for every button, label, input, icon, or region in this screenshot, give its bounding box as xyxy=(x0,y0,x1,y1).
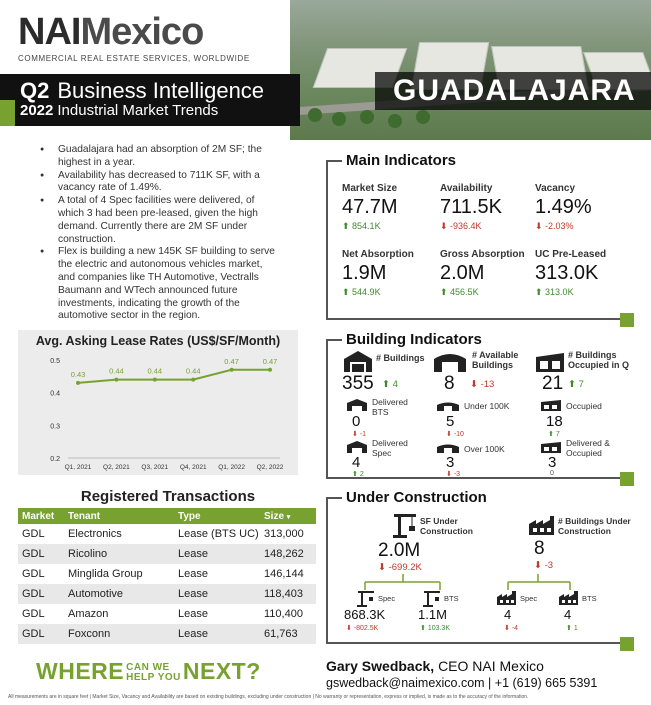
available-label: # Available Buildings xyxy=(472,350,519,370)
table-row xyxy=(18,564,316,584)
indicator-item xyxy=(535,249,635,298)
chart-title: Avg. Asking Lease Rates (US$/SF/Month) xyxy=(35,334,281,348)
data-label: 0.44 xyxy=(185,366,201,376)
indicator-delta: ⬆ 456.5K xyxy=(440,287,479,297)
occupied-label: Occupied xyxy=(566,401,602,411)
uc-tree-connectors xyxy=(340,572,630,592)
company-logo xyxy=(18,12,318,72)
panel-corner-marker xyxy=(620,637,634,651)
x-tick-label: Q4, 2021 xyxy=(179,464,207,471)
logo-wordmark: NAIMexico xyxy=(18,11,204,53)
indicator-delta: ⬆ 854.1K xyxy=(342,221,381,231)
occupied-q-label: # Buildings Occupied in Q xyxy=(568,350,630,370)
summary-bullets xyxy=(40,144,276,323)
buildings-label: # Buildings xyxy=(376,353,425,363)
disclaimer-text: All measurements are in square feet | Market Size, Vacancy and Availability are based on existing buildings, excluding under construction | No warranty or representation, express or implied, is made as to the accuracy of the information. xyxy=(8,694,529,700)
city-banner xyxy=(375,72,651,110)
indicator-delta: ⬆ 313.0K xyxy=(535,287,574,297)
b-spec-label: Spec xyxy=(520,594,538,603)
delivered-bts-label: Delivered BTS xyxy=(372,397,408,417)
indicator-delta: ⬆ 544.9K xyxy=(342,287,381,297)
cell-type: Lease xyxy=(178,568,208,580)
warehouse-aerial-photo xyxy=(290,0,651,140)
delivered-occupied-delta: 0 xyxy=(550,470,554,477)
indicator-item xyxy=(440,183,540,232)
cell-tenant: Ricolino xyxy=(64,544,174,564)
sf-bts-value: 1.1M xyxy=(418,607,447,622)
bullet-item: ● Guadalajara had an absorption of 2M SF; the highest in a year. xyxy=(40,144,276,170)
report-subtitle: 2022 Industrial Market Trends xyxy=(20,102,219,119)
over-100k-value: 3 xyxy=(446,454,455,471)
delivered-spec-delta: ⬆ 2 xyxy=(352,471,364,478)
b-bts-label: BTS xyxy=(582,594,597,603)
sort-down-icon: ▾ xyxy=(286,513,291,521)
indicator-item xyxy=(342,183,442,232)
title-banner xyxy=(0,74,300,126)
x-tick-label: Q2, 2022 xyxy=(256,464,284,471)
b-spec-value: 4 xyxy=(504,607,512,622)
indicator-label: Net Absorption xyxy=(342,249,414,260)
available-value: 8 xyxy=(444,373,455,394)
where-slogan: WHERE CAN WE HELP YOUNEXT? xyxy=(36,658,261,684)
indicator-label: Availability xyxy=(440,183,493,194)
data-point xyxy=(230,368,234,372)
report-title: Q2 Business Intelligence xyxy=(20,78,265,103)
delivered-bts-value: 0 xyxy=(352,413,361,430)
sf-spec-delta: ⬇ -802.5K xyxy=(346,625,379,632)
cell-size: 148,262 xyxy=(260,544,316,564)
occupied-icon xyxy=(540,398,562,412)
cell-market: GDL xyxy=(18,544,64,564)
cell-market: GDL xyxy=(22,568,45,580)
delivered-bts-delta: ⬇ -1 xyxy=(352,431,367,438)
sf-bts-delta: ⬆ 103.3K xyxy=(420,625,450,632)
factory-icon xyxy=(528,514,556,536)
data-point xyxy=(191,378,195,382)
table-row xyxy=(18,604,316,624)
indicator-item xyxy=(535,183,635,232)
data-point xyxy=(153,378,157,382)
delivered-spec-label: Delivered Spec xyxy=(372,438,408,458)
b-bts-delta: ⬆ 1 xyxy=(566,625,578,632)
data-point xyxy=(268,368,272,372)
sf-spec-label: Spec xyxy=(378,594,396,603)
cell-type: Lease xyxy=(174,584,260,604)
data-label: 0.44 xyxy=(147,366,163,376)
indicator-value: 313.0K xyxy=(535,262,599,284)
b-spec-delta: ⬇ -4 xyxy=(504,625,519,632)
y-tick-label: 0.3 xyxy=(50,423,60,431)
transactions-title: Registered Transactions xyxy=(80,488,256,505)
indicator-value: 1.49% xyxy=(535,196,592,218)
cell-tenant: Amazon xyxy=(68,608,109,620)
over-100k-delta: ⬇ -3 xyxy=(446,471,461,478)
table-row xyxy=(18,524,316,544)
under-construction-title: Under Construction xyxy=(342,489,491,506)
occupied-q-value: 21 xyxy=(542,373,564,394)
b-bts-value: 4 xyxy=(564,607,572,622)
cell-size: 110,400 xyxy=(264,608,303,620)
buildings-value: 355 xyxy=(342,373,374,394)
indicator-label: Market Size xyxy=(342,183,398,194)
warehouse-icon xyxy=(342,349,374,373)
col-size[interactable]: Size ▾ xyxy=(260,508,316,524)
bts-crane-icon xyxy=(422,588,442,608)
over-100k-label: Over 100K xyxy=(464,444,505,454)
occupied-warehouse-icon xyxy=(534,349,566,373)
bullet-item: ● A total of 4 Spec facilities were delivered, of which 3 had been pre-leased, given the high demand. Currently there are 2M SF under construction. xyxy=(40,195,276,246)
cell-size: 313,000 xyxy=(264,528,304,540)
building-indicators-title: Building Indicators xyxy=(342,331,486,348)
sf-bts-label: BTS xyxy=(444,594,459,603)
table-row xyxy=(18,544,316,564)
cell-tenant: Automotive xyxy=(64,584,174,604)
delivered-occupied-icon xyxy=(540,440,562,454)
data-point xyxy=(114,378,118,382)
contact-name: Gary Swedback, CEO NAI Mexico xyxy=(326,658,544,674)
cell-market: GDL xyxy=(18,624,64,644)
under-100k-value: 5 xyxy=(446,413,455,430)
bldg-uc-value: 8 xyxy=(534,538,545,559)
sf-uc-value: 2.0M xyxy=(378,540,421,561)
bts-factory-icon xyxy=(558,590,580,606)
table-row xyxy=(18,584,316,604)
buildings-delta: ⬆ 4 xyxy=(382,379,398,390)
data-label: 0.47 xyxy=(224,356,239,366)
occupied-q-delta: ⬆ 7 xyxy=(568,379,584,390)
series-line xyxy=(78,370,270,383)
indicator-value: 711.5K xyxy=(440,196,502,218)
indicator-item xyxy=(440,249,540,298)
indicator-item xyxy=(342,249,442,298)
lease-rate-svg xyxy=(18,330,298,475)
under-100k-delta: ⬇ -10 xyxy=(446,431,464,438)
sf-spec-value: 868.3K xyxy=(344,607,386,622)
panel-corner-marker xyxy=(620,472,634,486)
delivered-occupied-label: Delivered & Occupied xyxy=(566,438,610,458)
col-market: Market xyxy=(18,508,64,524)
delivered-occupied-value: 3 xyxy=(548,454,557,471)
data-label: 0.43 xyxy=(70,369,86,379)
data-point xyxy=(76,381,80,385)
bullet-item: ● Availability has decreased to 711K SF, with a vacancy rate of 1.49%. xyxy=(40,170,276,196)
x-tick-label: Q3, 2021 xyxy=(141,464,169,471)
table-row xyxy=(18,624,316,644)
main-indicators-title: Main Indicators xyxy=(342,152,460,169)
indicator-delta: ⬇ -2.03% xyxy=(535,221,574,231)
x-tick-label: Q1, 2022 xyxy=(218,464,245,471)
bullet-item: ● Flex is building a new 145K SF building to serve the electric and autonomous vehicles market, and companies like TH Automotive, Vectralls Baumann and WTech announced future investments, indicating the growth of the automotive sector in the region. xyxy=(40,246,276,323)
y-tick-label: 0.2 xyxy=(50,456,60,463)
large-warehouse-icon xyxy=(436,442,460,454)
cell-size: 61,763 xyxy=(260,624,316,644)
panel-corner-marker xyxy=(620,313,634,327)
title-accent-bar xyxy=(0,100,15,126)
cell-type: Lease xyxy=(174,624,260,644)
cell-type: Lease (BTS UC) xyxy=(178,528,259,540)
cell-tenant: Foxconn xyxy=(64,624,174,644)
cell-market: GDL xyxy=(18,584,64,604)
cell-size: 146,144 xyxy=(264,568,304,580)
indicator-label: UC Pre-Leased xyxy=(535,249,607,260)
transactions-table xyxy=(18,508,316,644)
col-tenant: Tenant xyxy=(64,508,174,524)
delivered-spec-value: 4 xyxy=(352,454,361,471)
small-warehouse-icon xyxy=(436,400,460,412)
y-tick-label: 0.4 xyxy=(50,390,60,398)
crane-icon xyxy=(392,510,418,538)
delivered-spec-icon xyxy=(346,440,368,454)
indicator-label: Vacancy xyxy=(535,183,576,194)
available-delta: ⬇ -13 xyxy=(470,379,495,390)
cell-size: 118,403 xyxy=(260,584,316,604)
y-tick-label: 0.5 xyxy=(50,358,60,365)
spec-crane-icon xyxy=(356,588,376,608)
col-type: Type xyxy=(174,508,260,524)
data-label: 0.44 xyxy=(109,366,124,376)
bldg-uc-label: # Buildings Under Construction xyxy=(558,516,631,536)
lease-rate-chart xyxy=(18,330,298,475)
bldg-uc-delta: ⬇ -3 xyxy=(534,560,554,571)
occupied-delta: ⬆ 7 xyxy=(548,431,560,438)
contact-details[interactable]: gswedback@naimexico.com | +1 (619) 665 5391 xyxy=(326,676,598,690)
cell-type: Lease xyxy=(178,608,208,620)
x-tick-label: Q2, 2021 xyxy=(103,464,130,471)
indicator-label: Gross Absorption xyxy=(440,249,525,260)
data-label: 0.47 xyxy=(262,356,278,366)
cell-tenant: Minglida Group xyxy=(68,568,143,580)
occupied-value: 18 xyxy=(546,413,563,430)
available-warehouse-icon xyxy=(432,349,468,373)
spec-factory-icon xyxy=(496,590,518,606)
indicator-value: 47.7M xyxy=(342,196,398,218)
delivered-bts-icon xyxy=(346,398,368,412)
cell-market: GDL xyxy=(22,528,45,540)
city-name: GUADALAJARA xyxy=(393,74,636,107)
cell-market: GDL xyxy=(22,608,45,620)
x-tick-label: Q1, 2021 xyxy=(64,464,92,471)
indicator-value: 2.0M xyxy=(440,262,485,284)
cell-type: Lease xyxy=(174,544,260,564)
sf-uc-delta: ⬇ -699.2K xyxy=(378,562,422,573)
indicator-value: 1.9M xyxy=(342,262,387,284)
logo-tagline: COMMERCIAL REAL ESTATE SERVICES, WORLDWIDE xyxy=(18,54,250,63)
cell-tenant: Electronics xyxy=(68,528,122,540)
under-100k-label: Under 100K xyxy=(464,401,510,411)
sf-uc-label: SF Under Construction xyxy=(420,516,473,536)
indicator-delta: ⬇ -936.4K xyxy=(440,221,482,231)
